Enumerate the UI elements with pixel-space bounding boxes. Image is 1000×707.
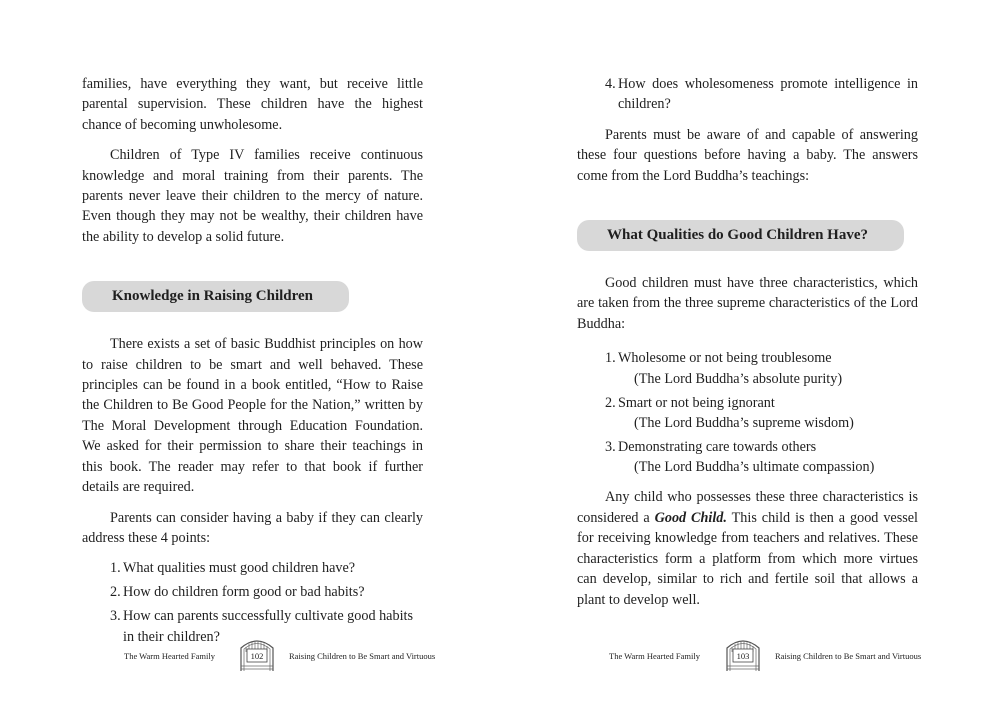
paragraph: families, have everything they want, but receive little parental supervision. These children have the highest chance of becoming unwholesome.	[82, 76, 423, 133]
paragraph: Any child who possesses these three characteristics is considered a Good Child. This child is then a good vessel for receiving knowledge from teachers and relatives. These characteristics form a platform from which more virtues can develop, similar to rich and fertile soil that allows a plant to develop well.	[577, 489, 918, 608]
paragraph: There exists a set of basic Buddhist principles on how to raise children to be smart and well behaved. These principles can be found in a book entitled, “How to Raise the Children to Be Good People for the Nation,” written by The Moral Development through Education Foundation. We asked for their permission to share their teachings in this book. The reader may refer to that book if further details are required.	[82, 336, 423, 496]
page-number: 103	[736, 651, 750, 661]
emphasis: Good Child.	[654, 509, 727, 526]
section-heading: What Qualities do Good Children Have?	[577, 220, 904, 251]
paragraph: Parents must be aware of and capable of answering these four questions before having a baby. The answers come from the Lord Buddha’s teachings:	[577, 126, 918, 184]
list-item: 1. What qualities must good children have?	[110, 560, 356, 577]
footer-book-title: The Warm Hearted Family	[609, 651, 700, 661]
footer-chapter-title: Raising Children to Be Smart and Virtuous	[289, 651, 436, 661]
paragraph: Children of Type IV families receive continuous knowledge and moral training from their parents. The parents never leave their children to the mercy of nature. Even though they may not be wealthy, their children have the ability to develop a solid future.	[82, 147, 423, 245]
list-item: 2. Smart or not being ignorant (The Lord Buddha’s supreme wisdom)	[605, 394, 854, 432]
question-list	[82, 558, 423, 647]
page-number-badge	[724, 636, 762, 672]
right-page	[500, 0, 1000, 707]
page-footer	[500, 636, 1000, 672]
section-heading: Knowledge in Raising Children	[82, 281, 349, 312]
left-text-column	[82, 74, 423, 651]
list-item: 4. How does wholesomeness promote intelligence in children?	[605, 76, 918, 113]
page-number: 102	[250, 651, 264, 661]
footer-chapter-title: Raising Children to Be Smart and Virtuous	[775, 651, 922, 661]
characteristics-list	[577, 348, 918, 478]
page-number-badge	[238, 636, 276, 672]
page-footer	[0, 636, 500, 672]
paragraph: Parents can consider having a baby if they can clearly address these 4 points:	[82, 509, 423, 546]
list-item: 3. How can parents successfully cultivate good habits in their children?	[110, 608, 413, 645]
paragraph: Good children must have three characteristics, which are taken from the three supreme characteristics of the Lord Buddha:	[577, 275, 918, 332]
list-item: 1. Wholesome or not being troublesome (The Lord Buddha’s absolute purity)	[605, 350, 843, 387]
list-item: 2. How do children form good or bad habits?	[110, 584, 365, 601]
footer-book-title: The Warm Hearted Family	[124, 651, 215, 661]
right-text-column	[577, 74, 918, 610]
list-item: 3. Demonstrating care towards others (The Lord Buddha’s ultimate compassion)	[605, 439, 875, 476]
